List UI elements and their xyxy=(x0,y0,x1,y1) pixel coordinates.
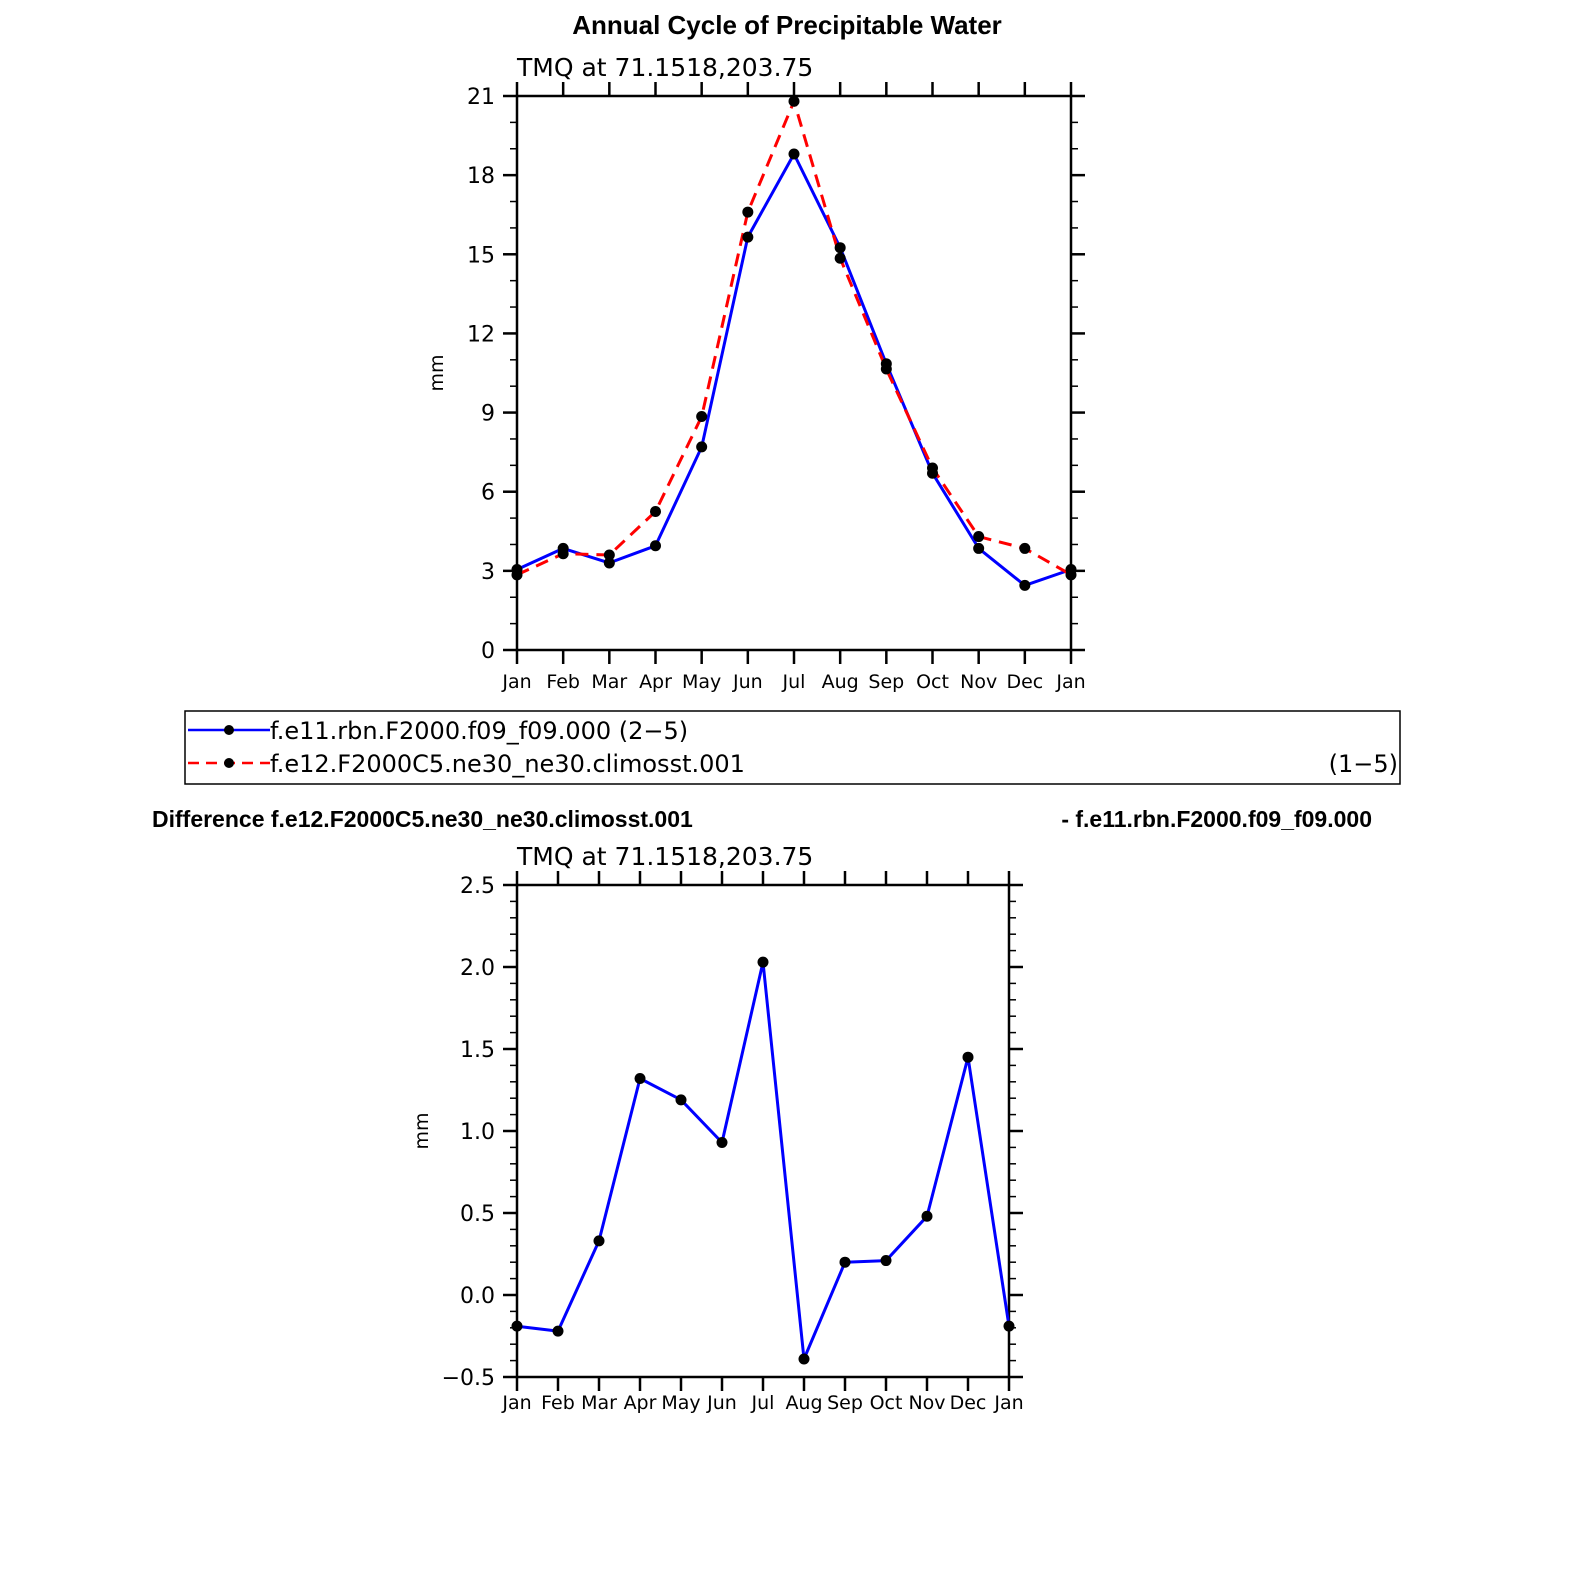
legend-label-1: f.e12.F2000C5.ne30_ne30.climosst.001 xyxy=(270,750,745,778)
x-tick-label: Jan xyxy=(502,1392,532,1414)
data-point-s0 xyxy=(635,1073,646,1084)
data-point-s1 xyxy=(835,253,846,264)
data-point-s0 xyxy=(1019,580,1030,591)
top-chart xyxy=(426,53,1086,693)
x-tick-label: Aug xyxy=(821,671,859,693)
plot-frame xyxy=(517,96,1071,650)
data-point-s0 xyxy=(512,1321,523,1332)
x-tick-label: Jul xyxy=(751,1392,775,1414)
y-tick-label: 0 xyxy=(481,639,495,664)
series-line-0 xyxy=(517,154,1071,585)
x-tick-label: Aug xyxy=(785,1392,823,1414)
diff-title-left: Difference f.e12.F2000C5.ne30_ne30.climosst.001 xyxy=(152,806,693,832)
x-tick-label: Nov xyxy=(908,1392,946,1414)
y-axis-label: mm xyxy=(426,354,448,392)
data-point-s0 xyxy=(742,232,753,243)
x-tick-label: Mar xyxy=(591,671,628,693)
x-tick-label: Dec xyxy=(1006,671,1044,693)
x-tick-label: Dec xyxy=(949,1392,987,1414)
series-line-1 xyxy=(517,101,1071,575)
x-tick-label: May xyxy=(682,671,722,693)
x-tick-label: Feb xyxy=(541,1392,575,1414)
data-point-s1 xyxy=(696,411,707,422)
bottom-chart xyxy=(411,842,1024,1414)
y-tick-label: 3 xyxy=(481,559,495,585)
x-tick-label: Oct xyxy=(916,671,949,693)
x-tick-label: Jan xyxy=(994,1392,1024,1414)
data-point-s0 xyxy=(881,1255,892,1266)
x-tick-label: Apr xyxy=(623,1392,657,1414)
x-tick-label: Sep xyxy=(827,1392,863,1414)
data-point-s0 xyxy=(696,441,707,452)
diff-title-right: - f.e11.rbn.F2000.f09_f09.000 xyxy=(1061,806,1372,832)
x-tick-label: Jun xyxy=(732,671,763,693)
y-tick-label: 6 xyxy=(481,480,495,506)
y-tick-label: 12 xyxy=(467,322,495,348)
y-tick-label: 21 xyxy=(467,85,495,110)
series-line-0 xyxy=(517,962,1009,1359)
data-point-s0 xyxy=(758,957,769,968)
x-tick-label: Sep xyxy=(868,671,905,693)
data-point-s1 xyxy=(927,462,938,473)
y-tick-label: 1.0 xyxy=(460,1120,495,1145)
y-tick-label: 2.5 xyxy=(460,874,495,899)
data-point-s1 xyxy=(558,548,569,559)
data-point-s0 xyxy=(799,1353,810,1364)
data-point-s0 xyxy=(973,543,984,554)
page-title: Annual Cycle of Precipitable Water xyxy=(572,10,1002,40)
data-point-s1 xyxy=(1019,543,1030,554)
data-point-s0 xyxy=(835,242,846,253)
data-point-s1 xyxy=(650,506,661,517)
y-tick-label: −0.5 xyxy=(441,1366,495,1391)
data-point-s1 xyxy=(789,96,800,107)
legend xyxy=(185,711,1400,784)
x-tick-label: Feb xyxy=(546,671,580,693)
data-point-s1 xyxy=(742,207,753,218)
y-tick-label: 15 xyxy=(467,243,495,269)
data-point-s0 xyxy=(840,1257,851,1268)
y-tick-label: 0.5 xyxy=(460,1202,495,1227)
data-point-s0 xyxy=(963,1052,974,1063)
data-point-s1 xyxy=(604,550,615,561)
data-point-s1 xyxy=(973,531,984,542)
legend-marker-1 xyxy=(224,758,234,768)
data-point-s0 xyxy=(717,1137,728,1148)
data-point-s0 xyxy=(922,1211,933,1222)
y-tick-label: 9 xyxy=(481,401,495,427)
legend-marker-0 xyxy=(224,725,234,735)
legend-label-0: f.e11.rbn.F2000.f09_f09.000 (2−5) xyxy=(270,717,689,745)
y-axis-label: mm xyxy=(411,1112,433,1150)
data-point-s0 xyxy=(676,1094,687,1105)
data-point-s0 xyxy=(1004,1321,1015,1332)
data-point-s0 xyxy=(553,1326,564,1337)
x-tick-label: Jan xyxy=(502,671,532,693)
data-point-s0 xyxy=(789,149,800,160)
y-tick-label: 18 xyxy=(467,164,495,190)
x-tick-label: May xyxy=(661,1392,701,1414)
data-point-s1 xyxy=(512,569,523,580)
chart-subtitle: TMQ at 71.1518,203.75 xyxy=(517,53,814,82)
data-point-s1 xyxy=(881,364,892,375)
x-tick-label: Mar xyxy=(581,1392,617,1414)
data-point-s1 xyxy=(1066,569,1077,580)
x-tick-label: Nov xyxy=(960,671,998,693)
data-point-s0 xyxy=(594,1235,605,1246)
x-tick-label: Jan xyxy=(1056,671,1086,693)
y-tick-label: 2.0 xyxy=(460,956,495,981)
x-tick-label: Apr xyxy=(639,671,672,693)
x-tick-label: Jun xyxy=(707,1392,737,1414)
legend-right-label-1: (1−5) xyxy=(1328,750,1398,778)
x-tick-label: Oct xyxy=(869,1392,903,1414)
data-point-s0 xyxy=(650,540,661,551)
y-tick-label: 0.0 xyxy=(460,1284,495,1309)
x-tick-label: Jul xyxy=(782,671,806,693)
y-tick-label: 1.5 xyxy=(460,1038,495,1063)
chart-subtitle: TMQ at 71.1518,203.75 xyxy=(517,842,814,871)
